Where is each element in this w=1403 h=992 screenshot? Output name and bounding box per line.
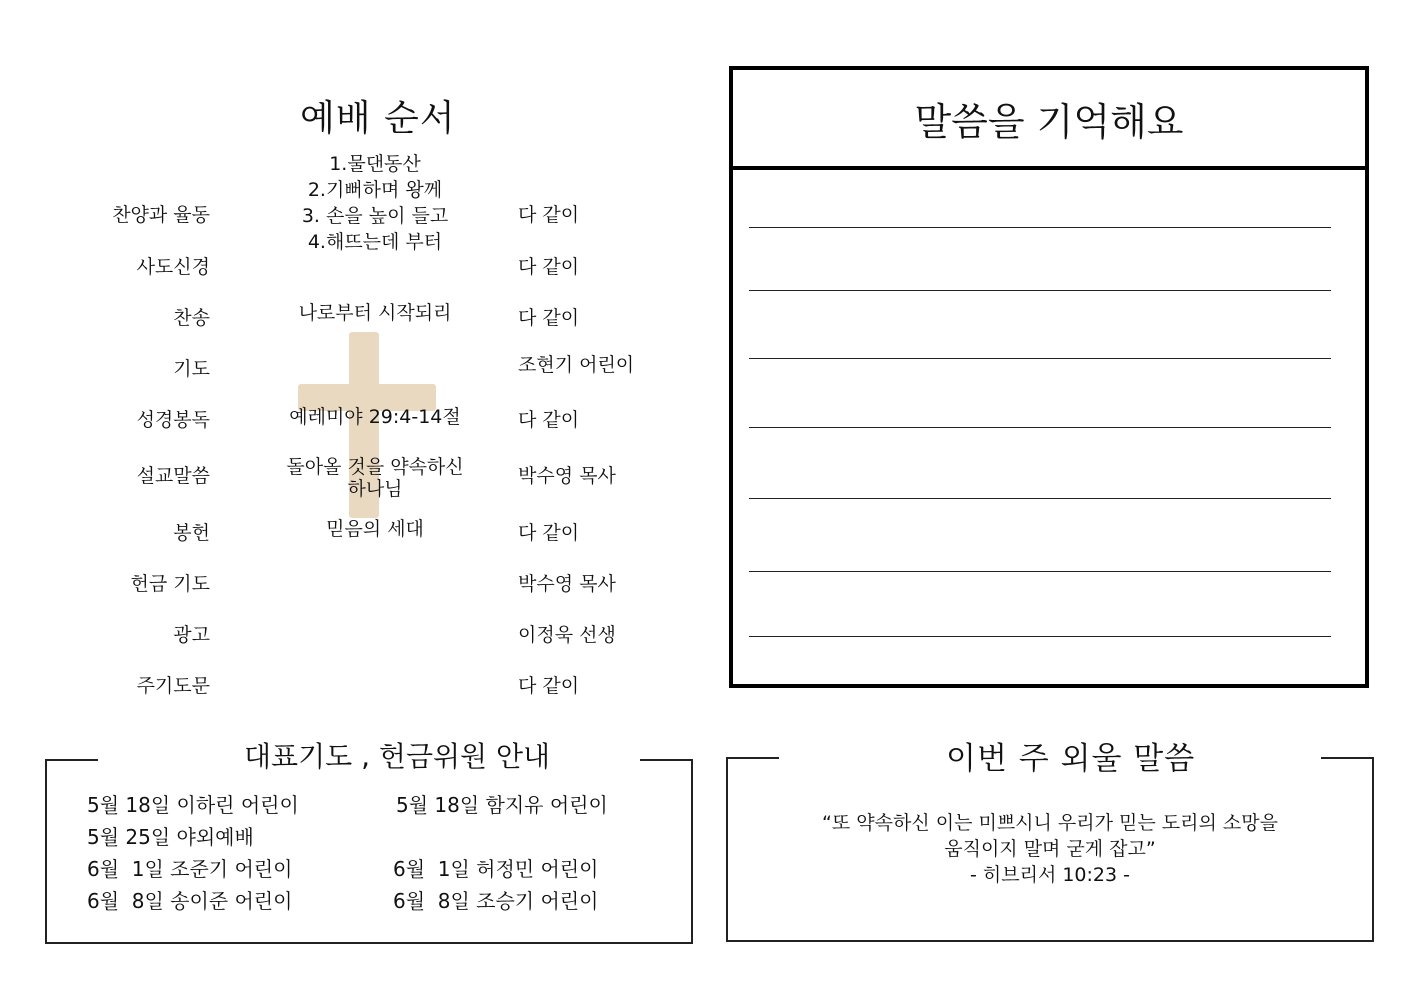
hymn-3: 3. 손을 높이 들고 [301,205,449,227]
writing-line[interactable] [749,427,1331,428]
order-item: 기도 [173,358,210,380]
order-item: 봉헌 [173,522,210,544]
verse-line-1: “또 약속하신 이는 미쁘시니 우리가 믿는 도리의 소망을 [822,812,1278,834]
box-border [726,757,779,759]
order-leader: 다 같이 [518,256,580,278]
writing-line[interactable] [749,290,1331,291]
order-leader: 다 같이 [518,204,580,226]
order-content: 예레미야 29:4-14절 [289,406,461,428]
hymn-4: 4.해뜨는데 부터 [307,231,443,253]
order-item: 광고 [173,624,210,646]
offering-entry: 6월 1일 허정민 어린이 [393,857,599,881]
order-title: 예배 순서 [300,98,456,139]
writing-line[interactable] [749,227,1331,228]
order-item: 헌금 기도 [130,573,210,595]
order-item: 찬송 [173,307,210,329]
verse-text [760,810,1340,888]
order-leader: 박수영 목사 [518,573,616,595]
order-leader: 이정욱 선생 [518,624,616,646]
order-item: 성경봉독 [136,409,210,431]
order-leader: 다 같이 [518,409,580,431]
order-leader: 조현기 어린이 [518,354,635,376]
prayer-entry: 5월 25일 야외예배 [87,825,254,849]
order-item: 주기도문 [136,675,210,697]
order-content: 믿음의 세대 [326,518,424,540]
verse-title: 이번 주 외울 말씀 [946,741,1196,777]
prayer-entry: 6월 8일 송이준 어린이 [87,889,293,913]
prayer-entry: 5월 18일 이하린 어린이 [87,793,299,817]
prayer-entry: 6월 1일 조준기 어린이 [87,857,293,881]
order-leader: 박수영 목사 [518,465,616,487]
order-leader: 다 같이 [518,307,580,329]
offering-entry: 6월 8일 조승기 어린이 [393,889,599,913]
hymn-1: 1.물댄동산 [329,153,421,175]
box-border [45,759,98,761]
offering-entry: 5월 18일 함지유 어린이 [396,793,608,817]
memo-title: 말씀을 기억해요 [733,70,1365,170]
order-leader: 다 같이 [518,675,580,697]
order-content: 나로부터 시작되리 [298,302,452,324]
order-leader: 다 같이 [518,522,580,544]
prayer-box [45,759,693,944]
order-content: 돌아올 것을 약속하신 [286,456,464,478]
order-item: 설교말씀 [136,465,210,487]
verse-line-2: 움직이지 말며 굳게 잡고” [944,838,1156,860]
order-item: 사도신경 [136,256,210,278]
writing-line[interactable] [749,358,1331,359]
hymn-2: 2.기뻐하며 왕께 [307,179,443,201]
writing-line[interactable] [749,636,1331,637]
writing-line[interactable] [749,498,1331,499]
verse-reference: - 히브리서 10:23 - [969,864,1130,886]
prayer-title: 대표기도 , 헌금위원 안내 [240,735,554,775]
order-content-2: 하나님 [347,478,403,500]
box-border [1321,757,1372,759]
memo-box [729,66,1369,688]
order-item: 찬양과 율동 [112,204,210,226]
box-border [640,759,691,761]
writing-line[interactable] [749,571,1331,572]
